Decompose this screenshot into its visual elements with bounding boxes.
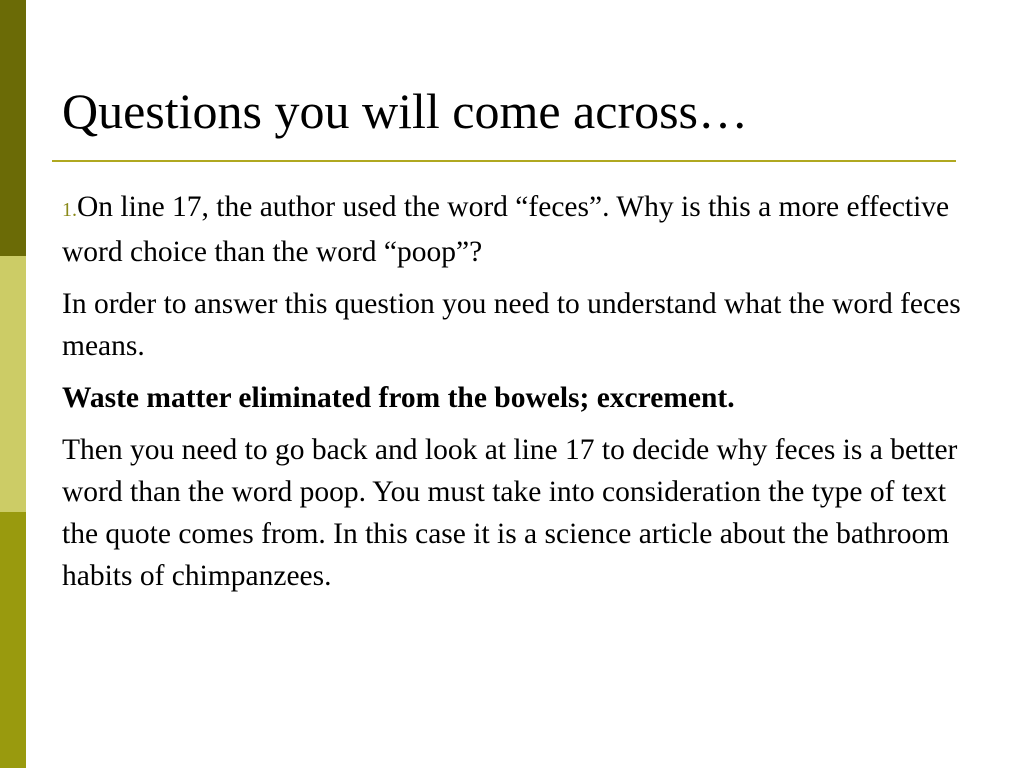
question-number: 1. (62, 199, 77, 221)
instruction-paragraph: Then you need to go back and look at line 17 to decide why feces is a better word than the word poop. You must take into consideration the type of text the quote comes from. In this case it is a science article about the bathroom habits of chimpanzees. (62, 434, 958, 592)
accent-bar-bottom (0, 512, 26, 768)
question-text: On line 17, the author used the word “feces”. Why is this a more effective word choice than the word “poop”? (62, 191, 950, 268)
title-divider (52, 160, 956, 162)
slide-title: Questions you will come across… (62, 83, 749, 139)
accent-bar-middle (0, 256, 26, 512)
question-item (62, 186, 962, 273)
side-accent-bar (0, 0, 26, 768)
accent-bar-top (0, 0, 26, 256)
explanation-paragraph: In order to answer this question you need to understand what the word feces means. (62, 288, 961, 362)
slide-body (62, 186, 962, 607)
definition-text: Waste matter eliminated from the bowels; excrement. (62, 382, 735, 414)
